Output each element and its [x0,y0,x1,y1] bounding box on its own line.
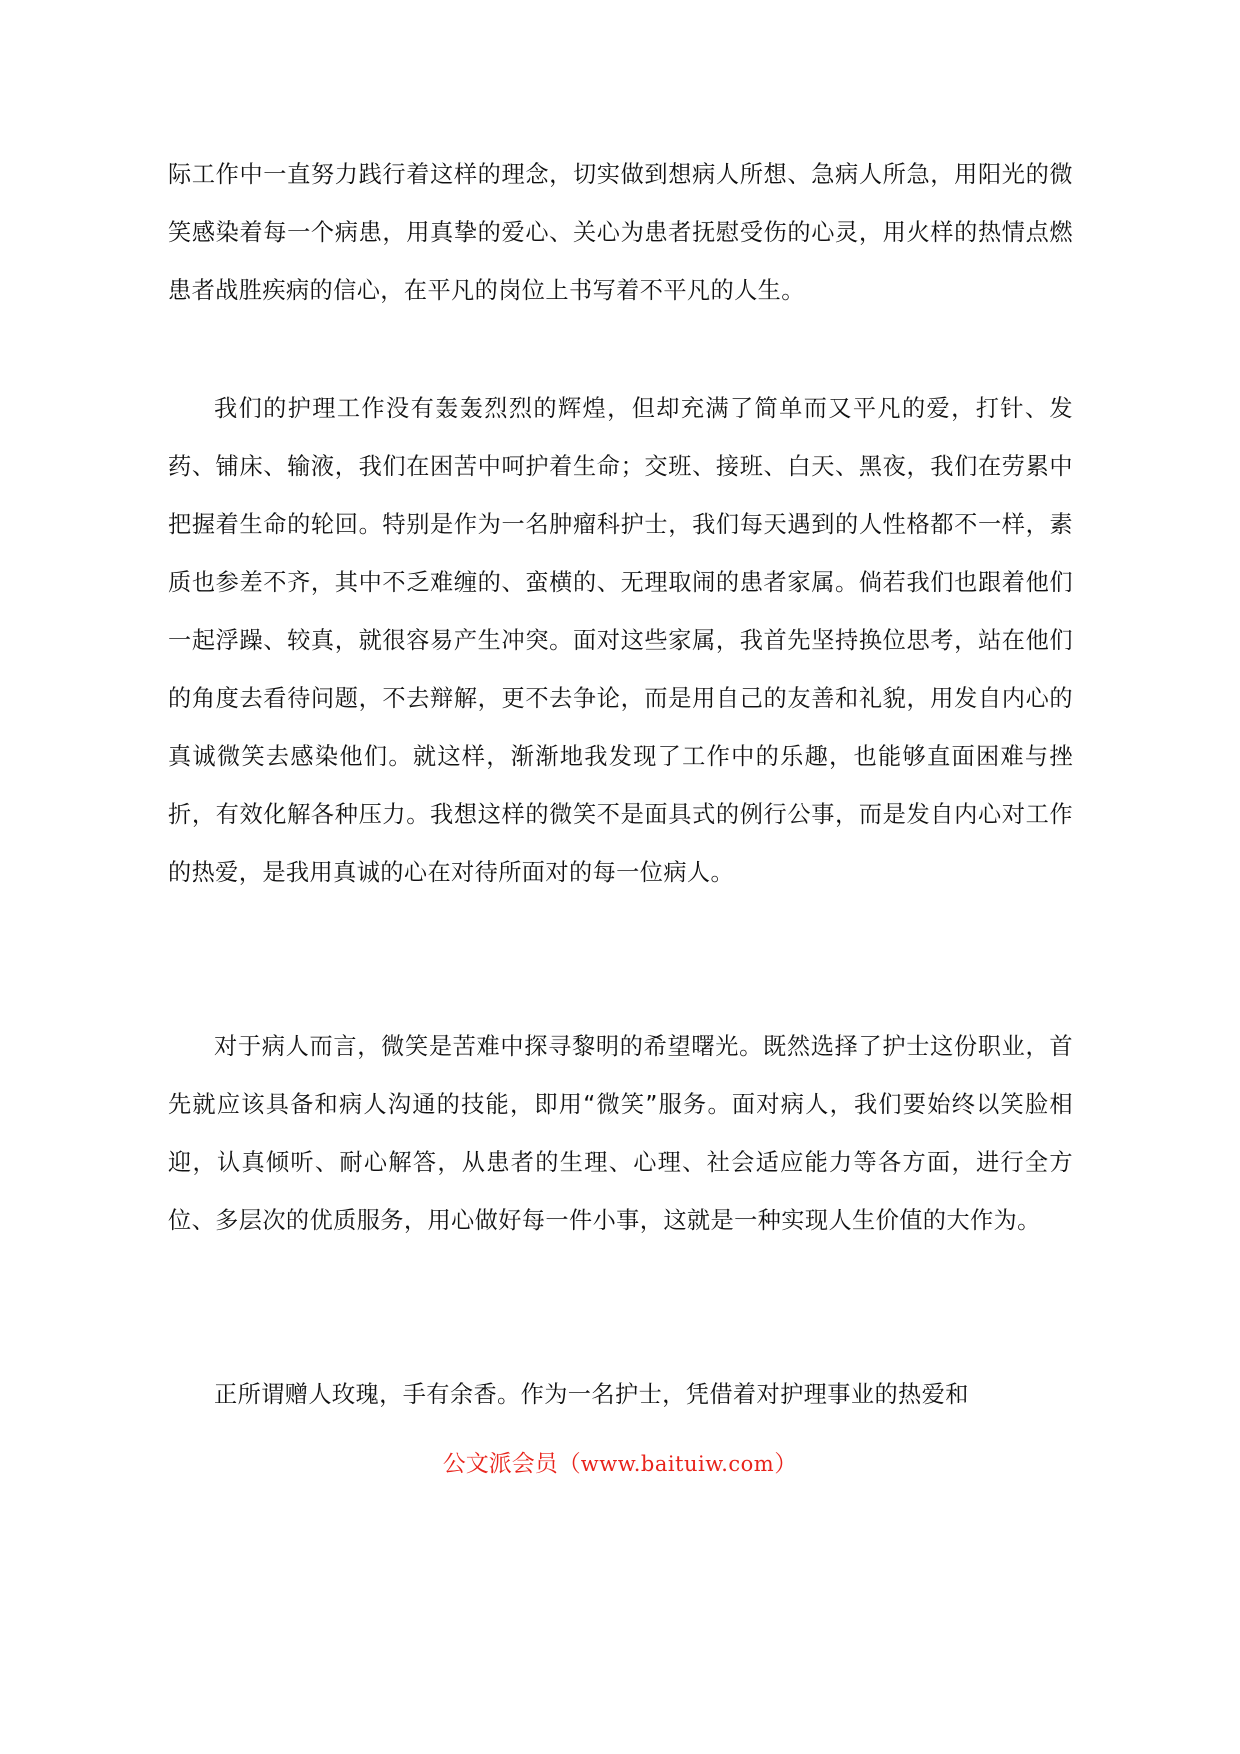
footer-suffix: ） [774,1451,798,1477]
paragraph-4: 正所谓赠人玫瑰，手有余香。作为一名护士，凭借着对护理事业的热爱和 [214,1381,969,1408]
paragraph-3: 对于病人而言，微笑是苦难中探寻黎明的希望曙光。既然选择了护士这份职业，首先就应该具备和病人沟通的技能，即用“微笑”服务。面对病人，我们要始终以笑脸相迎，认真倾听、耐心解答，从患者的生理、心理、社会适应能力等各方面，进行全方位、多层次的优质服务，用心做好每一件小事，这就是一种实现人生价值的大作为。 [168,1033,1073,1234]
footer-url[interactable]: www.baituiw.com [580,1452,775,1476]
paragraph-2: 我们的护理工作没有轰轰烈烈的辉煌，但却充满了简单而又平凡的爱，打针、发药、铺床、输液，我们在困苦中呵护着生命；交班、接班、白天、黑夜，我们在劳累中把握着生命的轮回。特别是作为一名肿瘤科护士，我们每天遇到的人性格都不一样，素质也参差不齐，其中不乏难缠的、蛮横的、无理取闹的患者家属。倘若我们也跟着他们一起浮躁、较真，就很容易产生冲突。面对这些家属，我首先坚持换位思考，站在他们的角度去看待问题，不去辩解，更不去争论，而是用自己的友善和礼貌，用发自内心的真诚微笑去感染他们。就这样，渐渐地我发现了工作中的乐趣，也能够直面困难与挫折，有效化解各种压力。我想这样的微笑不是面具式的例行公事，而是发自内心对工作的热爱，是我用真诚的心在对待所面对的每一位病人。 [168,395,1073,886]
footer-prefix: 公文派会员（ [442,1451,581,1477]
footer-watermark [0,1447,1240,1481]
paragraph-1: 际工作中一直努力践行着这样的理念，切实做到想病人所想、急病人所急，用阳光的微笑感染着每一个病患，用真挚的爱心、关心为患者抚慰受伤的心灵，用火样的热情点燃患者战胜疾病的信心，在平凡的岗位上书写着不平凡的人生。 [168,161,1073,304]
